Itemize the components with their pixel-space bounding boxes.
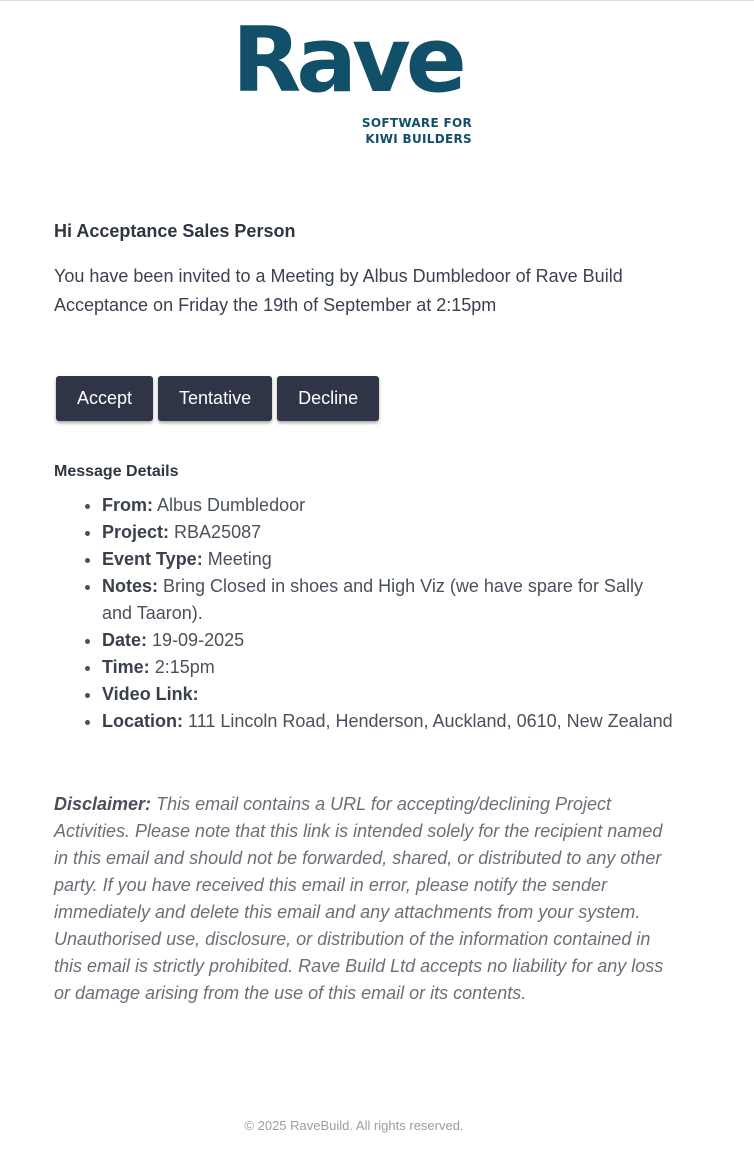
logo-tagline <box>362 115 472 147</box>
response-buttons <box>56 376 379 421</box>
detail-time <box>102 654 674 681</box>
decline-button[interactable]: Decline <box>277 376 379 421</box>
disclaimer-text: This email contains a URL for accepting/declining Project Activities. Please note that this link is intended solely for the recipient named in this email and should not be forwarded, shared, or distributed to any other party. If you have received this email in error, please notify the sender immediately and delete this email and any attachments from your system. Unauthorised use, disclosure, or distribution of the information contained in this email is strictly prohibited. Rave Build Ltd accepts no liability for any loss or damage arising from the use of this email or its contents. <box>54 794 664 1003</box>
detail-label: Event Type: <box>102 549 203 569</box>
disclaimer-label: Disclaimer: <box>54 794 152 814</box>
disclaimer <box>54 791 664 1007</box>
email-intro <box>54 218 654 320</box>
detail-label: Project: <box>102 522 170 542</box>
detail-value: Bring Closed in shoes and High Viz (we have spare for Sally and Taaron). <box>102 576 643 623</box>
invitation-text: You have been invited to a Meeting by Albus Dumbledoor of Rave Build Acceptance on Friday the 19th of September at 2:15pm <box>54 266 623 315</box>
message-details <box>54 460 674 735</box>
detail-value: Albus Dumbledoor <box>157 495 306 515</box>
accept-button[interactable]: Accept <box>56 376 153 421</box>
detail-project <box>102 519 674 546</box>
detail-date <box>102 627 674 654</box>
detail-label: Notes: <box>102 576 159 596</box>
greeting-heading: Hi Acceptance Sales Person <box>54 221 296 241</box>
detail-video-link <box>102 681 674 708</box>
footer-copyright: © 2025 RaveBuild. All rights reserved. <box>244 1118 464 1133</box>
detail-event-type <box>102 546 674 573</box>
detail-value: Meeting <box>207 549 272 569</box>
logo-tagline-line2: KIWI BUILDERS <box>365 132 472 146</box>
logo-wordmark: Rave <box>232 8 462 113</box>
rave-logo <box>232 8 482 150</box>
detail-from <box>102 492 674 519</box>
details-list <box>54 492 674 735</box>
detail-label: Time: <box>102 657 150 677</box>
detail-notes <box>102 573 674 627</box>
detail-value: RBA25087 <box>174 522 262 542</box>
tentative-button[interactable]: Tentative <box>158 376 272 421</box>
detail-label: Date: <box>102 630 148 650</box>
detail-value: 2:15pm <box>154 657 215 677</box>
detail-location <box>102 708 674 735</box>
detail-value: 111 Lincoln Road, Henderson, Auckland, 0610, New Zealand <box>188 711 673 731</box>
detail-label: Location: <box>102 711 183 731</box>
detail-label: From: <box>102 495 153 515</box>
top-divider <box>0 0 754 1</box>
logo-tagline-line1: SOFTWARE FOR <box>361 116 472 130</box>
detail-label: Video Link: <box>102 684 199 704</box>
message-details-title: Message Details <box>54 463 179 480</box>
detail-value: 19-09-2025 <box>152 630 245 650</box>
